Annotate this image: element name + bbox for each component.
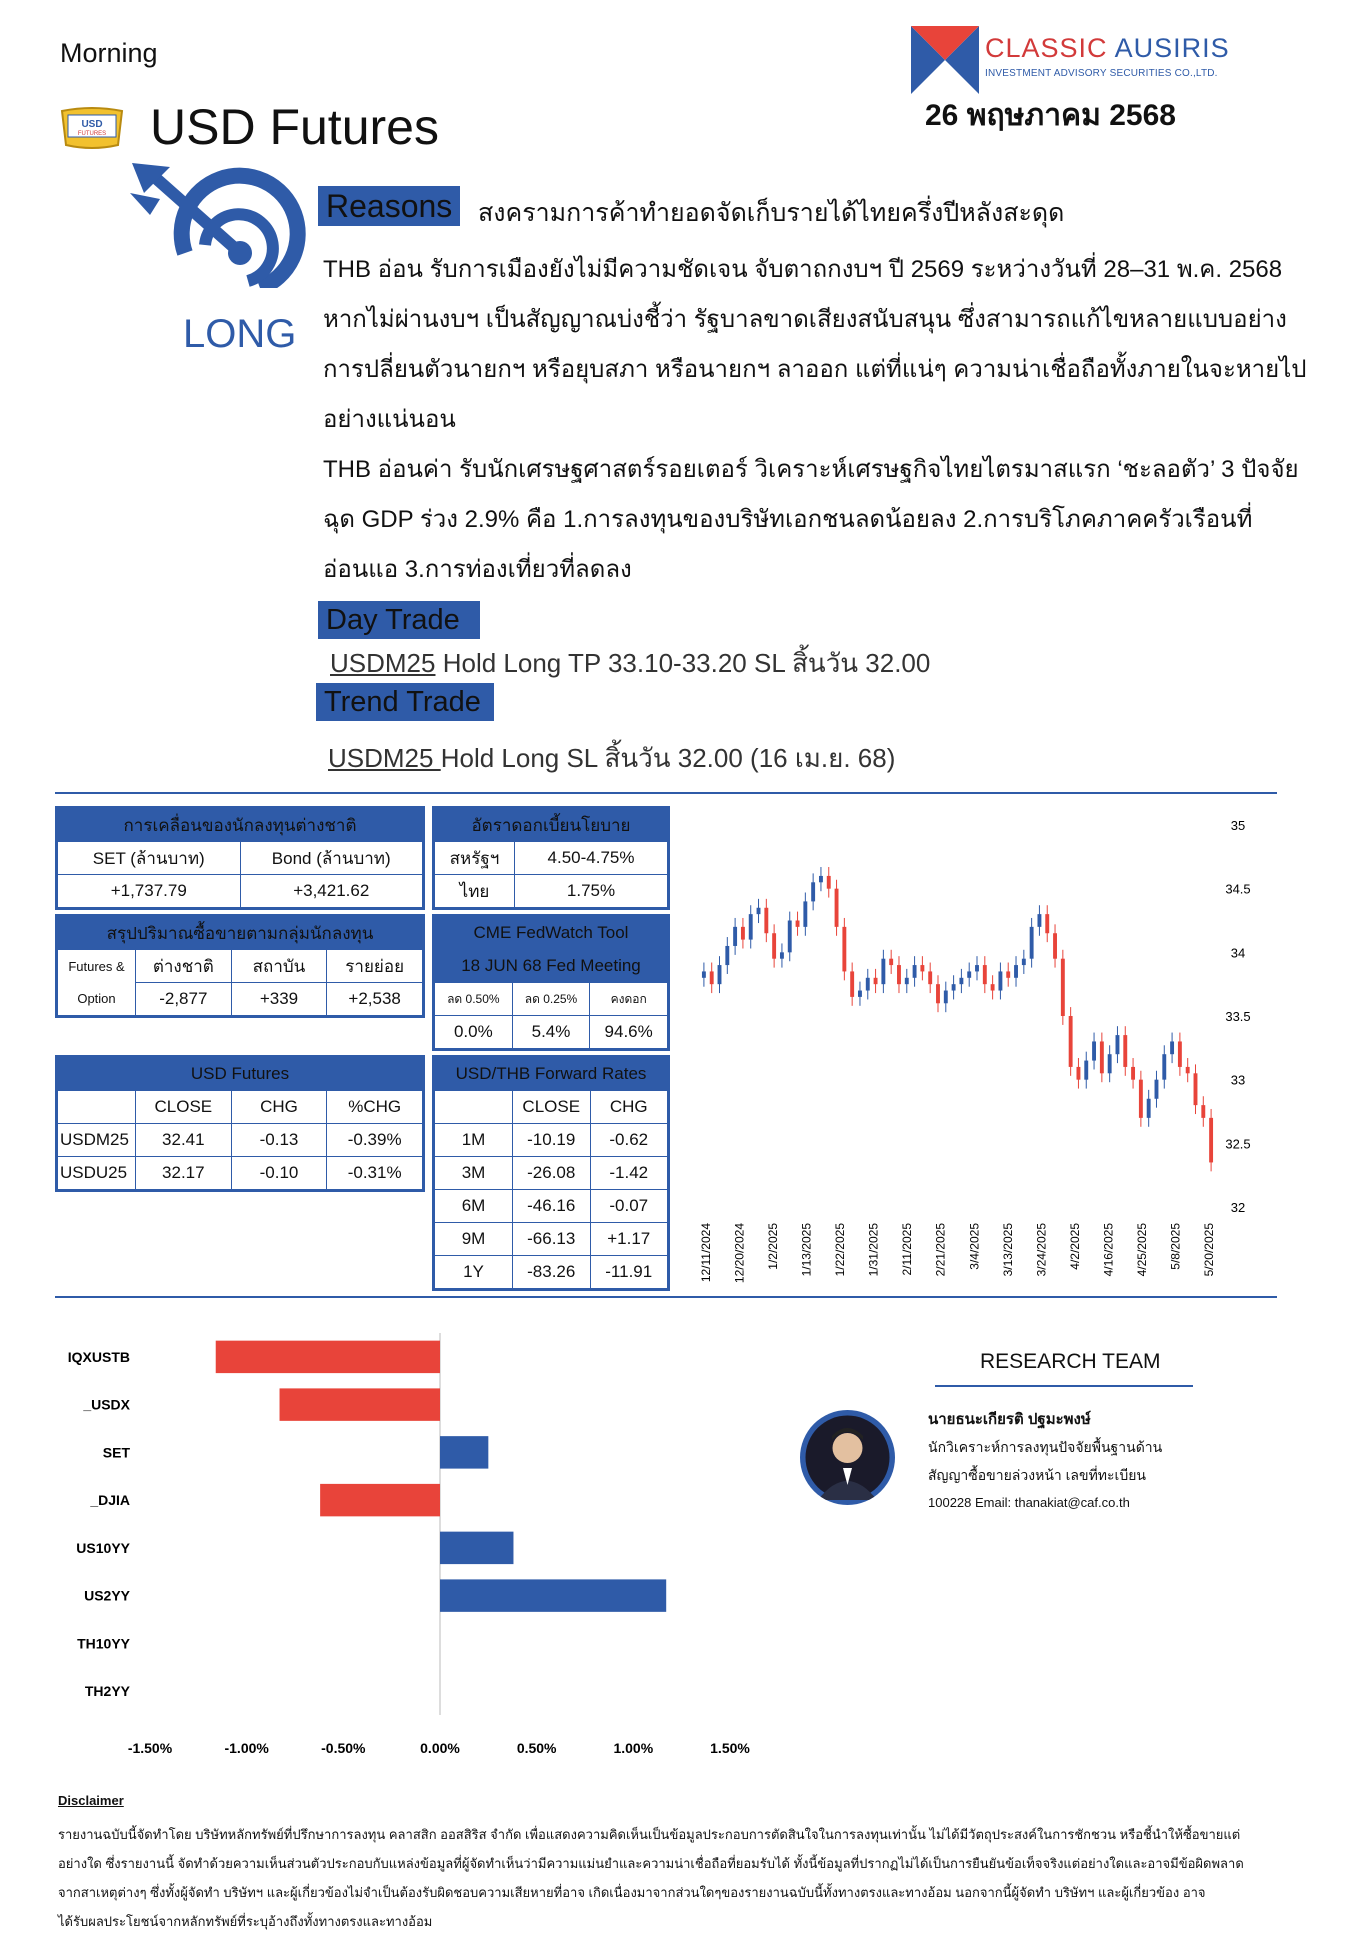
candle-body	[1186, 1067, 1190, 1073]
table-row	[435, 1124, 668, 1157]
candle-body	[1139, 1080, 1143, 1118]
forward-rates-title: USD/THB Forward Rates	[435, 1058, 668, 1091]
category-label: TH10YY	[77, 1635, 130, 1652]
x-tick-label: 4/25/2025	[1134, 1223, 1149, 1277]
foreign-flow-table	[55, 806, 425, 910]
table-row	[58, 1124, 423, 1157]
retail-value: +2,538	[327, 983, 423, 1016]
candle-body	[702, 971, 706, 977]
candle-body	[928, 971, 932, 984]
candle-body	[1076, 1067, 1080, 1080]
candle-body	[998, 971, 1002, 990]
candle-body	[1201, 1105, 1205, 1118]
svg-text:USD: USD	[81, 119, 103, 130]
bar	[440, 1532, 513, 1564]
candle-body	[764, 908, 768, 933]
x-tick-label: 5/8/2025	[1168, 1223, 1183, 1270]
col-pct: %CHG	[327, 1091, 423, 1124]
candle-body	[1178, 1041, 1182, 1066]
trend-trade-text: Hold Long SL สิ้นวัน 32.00 (16 เม.ย. 68)	[440, 743, 896, 773]
table-row	[58, 1157, 423, 1190]
candle-body	[803, 901, 807, 926]
col-retail: รายย่อย	[327, 950, 423, 983]
company-name	[985, 33, 1230, 64]
analyst-contact: 100228 Email: thanakiat@caf.co.th	[928, 1495, 1130, 1510]
reasons-headline: สงครามการค้าทำยอดจัดเก็บรายได้ไทยครึ่งปีหลังสะดุด	[478, 199, 1065, 227]
cut-25-value: 5.4%	[512, 1016, 590, 1049]
candle-body	[975, 965, 979, 971]
col-cut-25: ลด 0.25%	[512, 983, 590, 1016]
candle-body	[850, 971, 854, 996]
y-tick-label: 34	[1230, 945, 1246, 961]
day-trade-symbol: USDM25	[330, 648, 436, 678]
disclaimer-title: Disclaimer	[58, 1793, 124, 1808]
candle-body	[1155, 1080, 1159, 1099]
candle-body	[967, 971, 971, 977]
x-tick-label: 1/13/2025	[799, 1223, 814, 1277]
y-tick-label: 34.5	[1225, 881, 1251, 897]
candle-body	[1170, 1041, 1174, 1054]
candle-body	[1100, 1041, 1104, 1073]
x-tick-label: 2/21/2025	[933, 1223, 948, 1277]
category-label: US2YY	[84, 1587, 130, 1604]
col-cut-50: ลด 0.50%	[435, 983, 513, 1016]
disclaimer-line: จากสาเหตุต่างๆ ซึ่งทั้งผู้จัดทำ บริษัทฯ และผู้เกี่ยวข้องไม่จำเป็นต้องรับผิดชอบความเสียหายที่อาจ เกิดเนื่องมาจากส่วนใดๆของรายงานฉบับนี้ทั้งทางตรงและทางอ้อม นอกจากนี้ผู้จัดทำ บริษัทฯ และผู้เกี่ยวข้อง อาจ	[58, 1885, 1206, 1900]
company-subtitle: INVESTMENT ADVISORY SECURITIES CO.,LTD.	[985, 68, 1218, 79]
symbol: USDU25	[58, 1157, 136, 1190]
reason-line: THB อ่อน รับการเมืองยังไม่มีความชัดเจน จับตาถกงบฯ ปี 2569 ระหว่างวันที่ 28–31 พ.ค. 2568	[323, 256, 1283, 283]
close: 32.41	[136, 1124, 232, 1157]
bar	[440, 1579, 666, 1611]
table-row	[435, 875, 668, 908]
x-tick-label: 3/13/2025	[1000, 1223, 1015, 1277]
reason-line: THB อ่อนค่า รับนักเศรษฐศาสตร์รอยเตอร์ วิเคราะห์เศรษฐกิจไทยไตรมาสแรก ‘ชะลอตัว’ 3 ปัจจัย	[323, 456, 1299, 483]
fedwatch-table	[432, 914, 670, 1051]
volume-summary-title: สรุปปริมาณซื้อขายตามกลุ่มนักลงทุน	[58, 917, 423, 950]
country: สหรัฐฯ	[435, 842, 515, 875]
chg: -0.13	[231, 1124, 327, 1157]
col-bond: Bond (ล้านบาท)	[240, 842, 423, 875]
close: -83.26	[513, 1256, 591, 1289]
col-institution: สถาบัน	[231, 950, 327, 983]
category-label: SET	[102, 1444, 130, 1461]
usd-futures-title: USD Futures	[58, 1058, 423, 1091]
candle-body	[897, 965, 901, 984]
rate: 4.50-4.75%	[515, 842, 668, 875]
candle-body	[772, 933, 776, 958]
candle-body	[1037, 914, 1041, 927]
x-tick-label: 1/2/2025	[766, 1223, 781, 1270]
candle-body	[913, 965, 917, 978]
candle-body	[788, 921, 792, 953]
candle-body	[1069, 1016, 1073, 1067]
disclaimer-line: รายงานฉบับนี้จัดทำโดย บริษัทหลักทรัพย์ที่ปรึกษาการลงทุน คลาสสิก ออสสิริส จำกัด เพื่อแสดงความคิดเห็นเป็นข้อมูลประกอบการตัดสินใจในการลงทุนเท่านั้น ไม่ได้มีวัตถุประสงค์ในการชักชวน หรือชี้นำให้ซื้อขายแต่	[58, 1827, 1241, 1842]
x-tick-label: -0.50%	[321, 1740, 366, 1756]
candle-body	[780, 952, 784, 958]
x-tick-label: 1.50%	[710, 1740, 750, 1756]
close: 32.17	[136, 1157, 232, 1190]
candle-body	[835, 889, 839, 927]
svg-text:FUTURES: FUTURES	[77, 131, 107, 137]
reason-line: ฉุด GDP ร่วง 2.9% คือ 1.การลงทุนของบริษัทเอกชนลดน้อยลง 2.การบริโภคภาคครัวเรือนที่	[323, 506, 1253, 533]
day-trade-text: Hold Long TP 33.10-33.20 SL สิ้นวัน 32.00	[435, 648, 931, 678]
reason-line: อย่างแน่นอน	[323, 406, 456, 433]
x-tick-label: 3/4/2025	[967, 1223, 982, 1270]
candle-body	[1131, 1067, 1135, 1080]
col-close: CLOSE	[513, 1091, 591, 1124]
table-row	[435, 1256, 668, 1289]
page-title: USD Futures	[150, 99, 439, 155]
policy-rate-table	[432, 806, 670, 910]
tenor: 3M	[435, 1157, 513, 1190]
col-close: CLOSE	[136, 1091, 232, 1124]
category-label: _DJIA	[90, 1492, 130, 1509]
candle-body	[1030, 927, 1034, 959]
candle-body	[749, 914, 753, 939]
close: -66.13	[513, 1223, 591, 1256]
close: -46.16	[513, 1190, 591, 1223]
candle-body	[920, 965, 924, 971]
candle-body	[1123, 1035, 1127, 1067]
candle-body	[1194, 1073, 1198, 1105]
candle-body	[1092, 1041, 1096, 1060]
volume-label-line1: Futures &	[58, 950, 136, 983]
candle-body	[944, 991, 948, 1004]
divider-top	[55, 792, 1277, 794]
candle-body	[881, 959, 885, 984]
policy-rate-title: อัตราดอกเบี้ยนโยบาย	[435, 809, 668, 842]
report-date: 26 พฤษภาคม 2568	[925, 99, 1176, 132]
table-row	[435, 1190, 668, 1223]
trend-trade-tag: Trend Trade	[316, 683, 494, 721]
category-label: _USDX	[83, 1396, 130, 1413]
reasons-body	[323, 245, 1323, 595]
candle-body	[959, 978, 963, 984]
candle-body	[757, 908, 761, 914]
reason-line: หากไม่ผ่านงบฯ เป็นสัญญาณบ่งชี้ว่า รัฐบาลขาดเสียงสนับสนุน ซึ่งสามารถแก้ไขหลายแบบอย่าง	[323, 306, 1287, 333]
col-foreign: ต่างชาติ	[136, 950, 232, 983]
candle-body	[1022, 959, 1026, 965]
candle-body	[827, 876, 831, 889]
analyst-role-line2: สัญญาซื้อขายล่วงหน้า เลขที่ทะเบียน	[928, 1467, 1146, 1483]
bar	[280, 1388, 440, 1420]
x-tick-label: 1/22/2025	[833, 1223, 848, 1277]
y-tick-label: 33.5	[1225, 1009, 1251, 1024]
col-set: SET (ล้านบาท)	[58, 842, 241, 875]
report-session-label: Morning	[60, 38, 158, 68]
y-tick-label: 33	[1230, 1072, 1246, 1088]
disclaimer-text	[58, 1820, 1268, 1936]
candle-body	[718, 965, 722, 984]
tenor: 1M	[435, 1124, 513, 1157]
candle-body	[889, 959, 893, 965]
forward-rates-table	[432, 1055, 670, 1291]
target-dart-icon	[130, 163, 315, 288]
candle-body	[952, 984, 956, 990]
candle-body	[733, 927, 737, 946]
y-tick-label: 32.5	[1225, 1136, 1251, 1152]
reason-line: การปลี่ยนตัวนายกฯ หรือยุบสภา หรือนายกฯ ลาออก แต่ที่แน่ๆ ความน่าเชื่อถือทั้งภายในจะหายไป	[323, 356, 1307, 383]
category-label: IQXUSTB	[67, 1348, 130, 1365]
x-tick-label: 2/11/2025	[900, 1223, 915, 1276]
chg: +1.17	[590, 1223, 668, 1256]
x-tick-label: 0.00%	[420, 1740, 460, 1756]
cut-50-value: 0.0%	[435, 1016, 513, 1049]
candle-body	[1116, 1035, 1120, 1054]
foreign-flow-title: การเคลื่อนของนักลงทุนต่างชาติ	[58, 809, 423, 842]
candle-body	[1006, 971, 1010, 977]
rate: 1.75%	[515, 875, 668, 908]
x-tick-label: -1.50%	[127, 1740, 173, 1756]
x-tick-label: 1/31/2025	[866, 1223, 881, 1277]
trend-trade-recommendation	[328, 738, 895, 779]
reasons-tag: Reasons	[318, 186, 460, 226]
institution-value: +339	[231, 983, 327, 1016]
set-value: +1,737.79	[58, 875, 241, 908]
foreign-value: -2,877	[136, 983, 232, 1016]
fedwatch-title: CME FedWatch Tool	[435, 917, 668, 950]
candle-body	[936, 984, 940, 1003]
position-label: LONG	[183, 312, 297, 356]
x-tick-label: 5/20/2025	[1202, 1223, 1216, 1277]
company-name-part1: CLASSIC	[985, 33, 1108, 63]
category-label: TH2YY	[84, 1683, 130, 1700]
candle-body	[991, 984, 995, 990]
trend-trade-symbol: USDM25	[328, 743, 441, 773]
candle-body	[1147, 1099, 1151, 1118]
x-tick-label: 12/20/2024	[732, 1223, 747, 1284]
tenor: 9M	[435, 1223, 513, 1256]
volume-summary-table	[55, 914, 425, 1018]
pct: -0.31%	[327, 1157, 423, 1190]
hold-value: 94.6%	[590, 1016, 668, 1049]
day-trade-tag: Day Trade	[318, 601, 480, 639]
market-change-bar-chart-svg	[55, 1325, 765, 1770]
bar	[320, 1484, 440, 1516]
divider-bottom	[55, 1296, 1277, 1298]
chg: -0.62	[590, 1124, 668, 1157]
candle-body	[1061, 959, 1065, 1016]
candle-body	[983, 965, 987, 984]
day-trade-recommendation	[330, 643, 930, 684]
symbol: USDM25	[58, 1124, 136, 1157]
col-hold: คงดอก	[590, 983, 668, 1016]
bar	[216, 1341, 440, 1373]
analyst-role-line1: นักวิเคราะห์การลงทุนปัจจัยพื้นฐานด้าน	[928, 1439, 1163, 1455]
category-label: US10YY	[76, 1539, 130, 1556]
chg: -11.91	[590, 1256, 668, 1289]
bar	[440, 1436, 488, 1468]
x-tick-label: -1.00%	[224, 1740, 269, 1756]
country: ไทย	[435, 875, 515, 908]
tenor: 6M	[435, 1190, 513, 1223]
tenor: 1Y	[435, 1256, 513, 1289]
candle-body	[796, 921, 800, 927]
y-tick-label: 32	[1230, 1200, 1246, 1215]
market-change-bar-chart	[55, 1325, 765, 1770]
candle-body	[741, 927, 745, 940]
bond-value: +3,421.62	[240, 875, 423, 908]
analyst-name: นายธนะเกียรติ ปฐมะพงษ์	[928, 1411, 1091, 1428]
analyst-avatar	[800, 1410, 895, 1505]
table-row	[435, 842, 668, 875]
x-tick-label: 4/16/2025	[1101, 1223, 1116, 1277]
close: -10.19	[513, 1124, 591, 1157]
col-chg: CHG	[590, 1091, 668, 1124]
usdthb-price-chart-svg	[690, 805, 1265, 1290]
candle-body	[710, 971, 714, 984]
x-tick-label: 12/11/2024	[699, 1223, 713, 1283]
company-name-part2: AUSIRIS	[1114, 33, 1230, 63]
candle-body	[1108, 1054, 1112, 1073]
volume-label-line2: Option	[58, 983, 136, 1016]
x-tick-label: 4/2/2025	[1067, 1223, 1082, 1270]
candle-body	[1209, 1118, 1213, 1163]
table-row	[435, 1223, 668, 1256]
research-team-underline	[935, 1385, 1193, 1387]
close: -26.08	[513, 1157, 591, 1190]
reason-line: อ่อนแอ 3.การท่องเที่ยวที่ลดลง	[323, 556, 632, 583]
candle-body	[1162, 1054, 1166, 1079]
table-row	[435, 1157, 668, 1190]
candle-body	[1045, 914, 1049, 933]
x-tick-label: 1.00%	[613, 1740, 654, 1756]
candle-body	[905, 978, 909, 984]
pct: -0.39%	[327, 1124, 423, 1157]
research-team-title: RESEARCH TEAM	[980, 1350, 1161, 1373]
chg: -0.10	[231, 1157, 327, 1190]
usd-futures-table	[55, 1055, 425, 1192]
y-tick-label: 35	[1230, 818, 1246, 833]
chg: -1.42	[590, 1157, 668, 1190]
usd-futures-badge-icon	[58, 105, 126, 151]
x-tick-label: 3/24/2025	[1034, 1223, 1049, 1277]
candle-body	[1084, 1061, 1088, 1080]
candle-body	[1053, 933, 1057, 958]
col-symbol	[58, 1091, 136, 1124]
candle-body	[874, 978, 878, 984]
x-tick-label: 0.50%	[516, 1740, 557, 1756]
usdthb-price-chart	[690, 805, 1265, 1290]
candle-body	[866, 978, 870, 991]
candle-body	[842, 927, 846, 972]
candle-body	[858, 991, 862, 997]
col-chg: CHG	[231, 1091, 327, 1124]
chg: -0.07	[590, 1190, 668, 1223]
disclaimer-line: ได้รับผลประโยชน์จากหลักทรัพย์ที่ระบุอ้างถึงทั้งทางตรงและทางอ้อม	[58, 1914, 433, 1929]
candle-body	[1014, 965, 1018, 978]
candle-body	[819, 876, 823, 882]
candle-body	[725, 946, 729, 965]
candle-body	[811, 882, 815, 901]
disclaimer-line: อย่างใด ซึ่งรายงานนี้ จัดทำด้วยความเห็นส่วนตัวประกอบกับแหล่งข้อมูลที่ผู้จัดทำเห็นว่ามีความแม่นยำและความน่าเชื่อถือที่ยอมรับได้ ทั้งนี้ข้อมูลที่ปรากฏไม่ได้เป็นการยืนยันข้อเท็จจริงแต่อย่างใดและอาจมีข้อผิดพลาด	[58, 1856, 1244, 1871]
col-tenor	[435, 1091, 513, 1124]
fedwatch-meeting: 18 JUN 68 Fed Meeting	[435, 950, 668, 983]
